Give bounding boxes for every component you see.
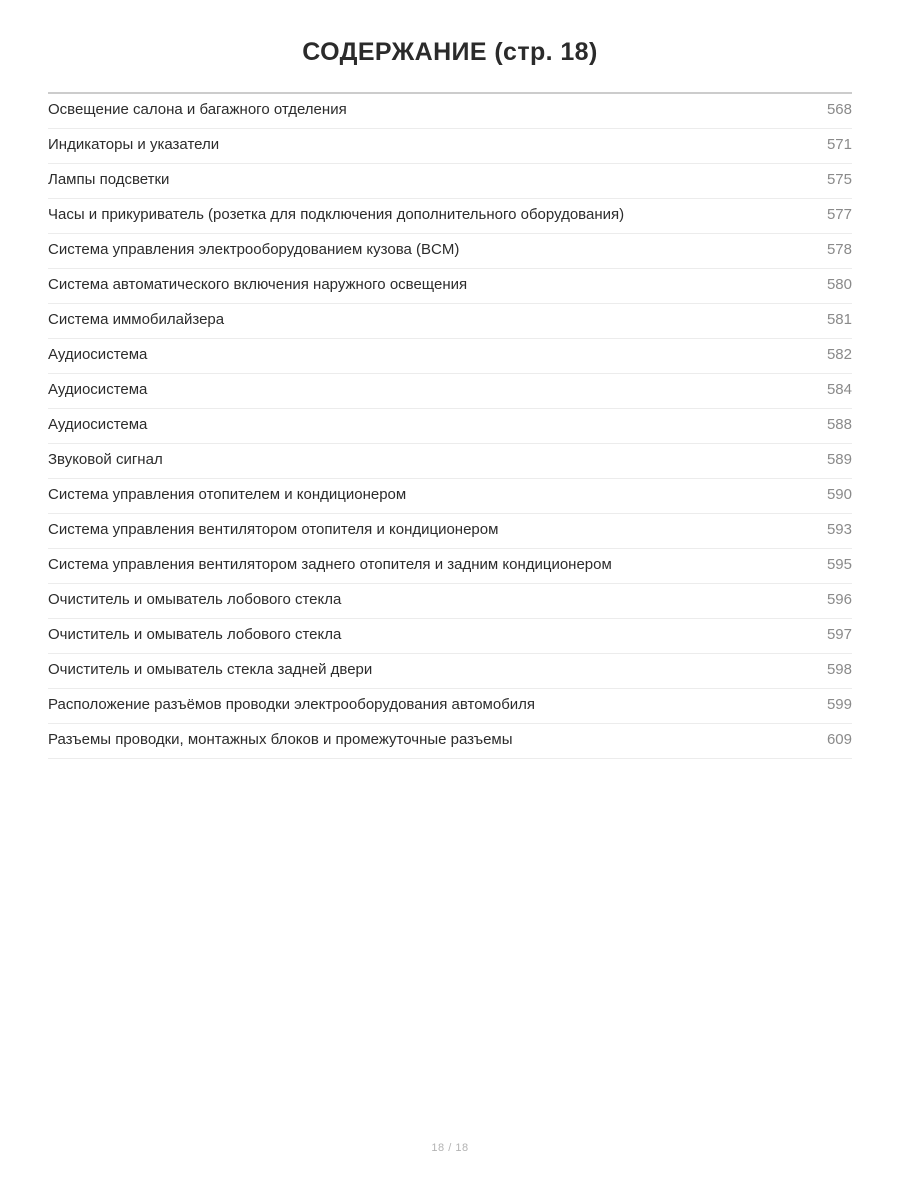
toc-entry-page-number: 575 xyxy=(826,171,852,189)
table-row[interactable] xyxy=(48,163,852,198)
toc-entry-page-number: 609 xyxy=(826,731,852,749)
toc-entry-title: Аудиосистема xyxy=(48,346,148,364)
table-row[interactable] xyxy=(48,198,852,233)
toc-entry-title: Система управления вентилятором отопителя и кондиционером xyxy=(48,521,499,539)
toc-entry-page-number: 599 xyxy=(826,696,852,714)
toc-entry-page-number: 580 xyxy=(826,276,852,294)
table-row[interactable] xyxy=(48,338,852,373)
toc-entry-page-number: 590 xyxy=(826,486,852,504)
toc-entry-title: Очиститель и омыватель лобового стекла xyxy=(48,626,342,644)
page-whitespace xyxy=(0,759,900,1142)
toc-entry-title: Аудиосистема xyxy=(48,381,148,399)
toc-entry-page-number: 584 xyxy=(826,381,852,399)
table-row[interactable] xyxy=(48,618,852,653)
toc-entry-page-number: 596 xyxy=(826,591,852,609)
toc-entry-title: Расположение разъёмов проводки электрооборудования автомобиля xyxy=(48,696,536,714)
table-row[interactable] xyxy=(48,513,852,548)
toc-entry-page-number: 588 xyxy=(826,416,852,434)
toc-entry-page-number: 581 xyxy=(826,311,852,329)
toc-entry-page-number: 598 xyxy=(826,661,852,679)
toc-entry-title: Индикаторы и указатели xyxy=(48,136,220,154)
table-of-contents xyxy=(0,70,900,759)
table-row[interactable] xyxy=(48,688,852,723)
toc-entry-title: Система автоматического включения наружного освещения xyxy=(48,276,468,294)
toc-entry-page-number: 582 xyxy=(826,346,852,364)
table-row[interactable] xyxy=(48,653,852,688)
toc-entry-page-number: 568 xyxy=(826,101,852,119)
toc-entry-page-number: 578 xyxy=(826,241,852,259)
table-row[interactable] xyxy=(48,303,852,338)
toc-entry-page-number: 595 xyxy=(826,556,852,574)
toc-entry-title: Очиститель и омыватель лобового стекла xyxy=(48,591,342,609)
table-row[interactable] xyxy=(48,233,852,268)
toc-table-body xyxy=(48,93,852,759)
toc-entry-title: Очиститель и омыватель стекла задней двери xyxy=(48,661,373,679)
table-row[interactable] xyxy=(48,723,852,758)
table-row[interactable] xyxy=(48,408,852,443)
toc-entry-title: Освещение салона и багажного отделения xyxy=(48,101,347,119)
toc-table xyxy=(48,92,852,759)
table-row[interactable] xyxy=(48,128,852,163)
toc-entry-title: Звуковой сигнал xyxy=(48,451,163,469)
toc-entry-page-number: 577 xyxy=(826,206,852,224)
toc-entry-title: Лампы подсветки xyxy=(48,171,170,189)
toc-entry-page-number: 597 xyxy=(826,626,852,644)
toc-entry-page-number: 589 xyxy=(826,451,852,469)
toc-entry-title: Система управления вентилятором заднего отопителя и задним кондиционером xyxy=(48,556,612,574)
page-footer: 18 / 18 xyxy=(431,1142,469,1154)
toc-entry-page-number: 571 xyxy=(826,136,852,154)
table-row[interactable] xyxy=(48,268,852,303)
toc-entry-title: Система иммобилайзера xyxy=(48,311,225,329)
toc-entry-title: Разъемы проводки, монтажных блоков и промежуточные разъемы xyxy=(48,731,513,749)
table-row[interactable] xyxy=(48,478,852,513)
table-row[interactable] xyxy=(48,443,852,478)
toc-entry-title: Часы и прикуриватель (розетка для подключения дополнительного оборудования) xyxy=(48,206,625,224)
toc-entry-title: Система управления электрооборудованием кузова (BCM) xyxy=(48,241,460,259)
toc-entry-page-number: 593 xyxy=(826,521,852,539)
table-row[interactable] xyxy=(48,93,852,129)
toc-entry-title: Система управления отопителем и кондиционером xyxy=(48,486,407,504)
table-row[interactable] xyxy=(48,583,852,618)
toc-entry-title: Аудиосистема xyxy=(48,416,148,434)
table-row[interactable] xyxy=(48,548,852,583)
table-row[interactable] xyxy=(48,373,852,408)
page-title: СОДЕРЖАНИЕ (стр. 18) xyxy=(302,38,598,66)
